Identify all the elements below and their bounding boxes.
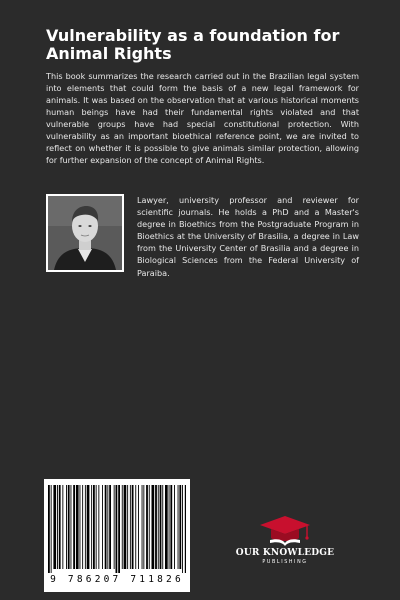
- isbn-barcode: [44, 479, 190, 592]
- barcode-bar: [135, 485, 136, 569]
- barcode-bar: [53, 485, 56, 569]
- barcode-bar: [68, 485, 70, 569]
- barcode-bar: [82, 485, 83, 569]
- barcode-bar: [62, 485, 63, 569]
- barcode-bar: [124, 485, 127, 569]
- barcode-bar: [155, 485, 157, 569]
- barcode-bar: [107, 485, 108, 569]
- barcode-bar: [114, 485, 115, 569]
- book-title: Vulnerability as a foundation for Animal Rights: [46, 26, 340, 63]
- publisher-name: OUR KNOWLEDGE: [235, 548, 335, 558]
- barcode-bar: [80, 485, 81, 569]
- barcode-bar: [170, 485, 172, 569]
- barcode-bar: [105, 485, 107, 569]
- barcode-bar: [130, 485, 131, 569]
- barcode-bar: [109, 485, 111, 569]
- barcode-bar: [149, 485, 150, 569]
- barcode-bar: [48, 485, 50, 573]
- barcode-bars: [48, 485, 186, 573]
- barcode-bar: [169, 485, 170, 569]
- barcode-bar: [93, 485, 95, 569]
- barcode-bar: [179, 485, 181, 569]
- barcode-bar: [59, 485, 61, 569]
- barcode-bar: [85, 485, 86, 569]
- publisher-logo: [230, 512, 340, 572]
- barcode-bar: [116, 485, 118, 573]
- barcode-bar: [162, 485, 163, 569]
- publisher-subtitle: PUBLISHING: [262, 560, 308, 565]
- barcode-bar: [165, 485, 168, 569]
- barcode-bar: [127, 485, 128, 569]
- graduation-cap-icon: [230, 512, 340, 548]
- barcode-bar: [76, 485, 79, 569]
- barcode-bar: [102, 485, 103, 569]
- barcode-bar: [142, 485, 143, 569]
- author-portrait-icon: [48, 196, 122, 270]
- barcode-bar: [51, 485, 52, 573]
- barcode-bar: [71, 485, 72, 569]
- barcode-bar: [146, 485, 148, 569]
- barcode-bar: [178, 485, 179, 569]
- barcode-bar: [132, 485, 134, 569]
- author-bio: Lawyer, university professor and reviewer for scientific journals. He holds a PhD and a Master's degree in Bioethics from the Postgraduate Program in Bioethics at the University of Brasilia, a degree in Law from the University Center of Brasilia and a degree in Biological Sciences from the Federal University of Paraiba.: [137, 195, 359, 278]
- barcode-bar: [66, 485, 67, 569]
- barcode-bar: [152, 485, 155, 569]
- barcode-bar: [158, 485, 159, 569]
- book-description: This book summarizes the research carried out in the Brazilian legal system into elements that could form the basis of a new legal framework for animals. It was based on the observation that at various historical moments human beings have had their fundamental rights violated and that vulnerable groups have had special constitutional protection. With vulnerability as an important bioethical reference point, we are invited to reflect on whether it is possible to give animals similar protection, allowing for further expansion of the concept of Animal Rights.: [46, 71, 359, 165]
- author-photo: [46, 194, 124, 272]
- barcode-bar: [122, 485, 123, 569]
- barcode-bar: [174, 485, 175, 569]
- isbn-number: 9 786207 711826: [50, 574, 184, 585]
- barcode-bar: [57, 485, 58, 569]
- barcode-bar: [185, 485, 186, 573]
- barcode-bar: [118, 485, 120, 573]
- barcode-bar: [98, 485, 99, 569]
- barcode-bar: [91, 485, 92, 569]
- barcode-bar: [138, 485, 139, 569]
- barcode-bar: [182, 485, 183, 573]
- barcode-bar: [143, 485, 144, 569]
- barcode-bar: [87, 485, 90, 569]
- barcode-bar: [96, 485, 97, 569]
- barcode-bar: [160, 485, 162, 569]
- barcode-bar: [73, 485, 75, 569]
